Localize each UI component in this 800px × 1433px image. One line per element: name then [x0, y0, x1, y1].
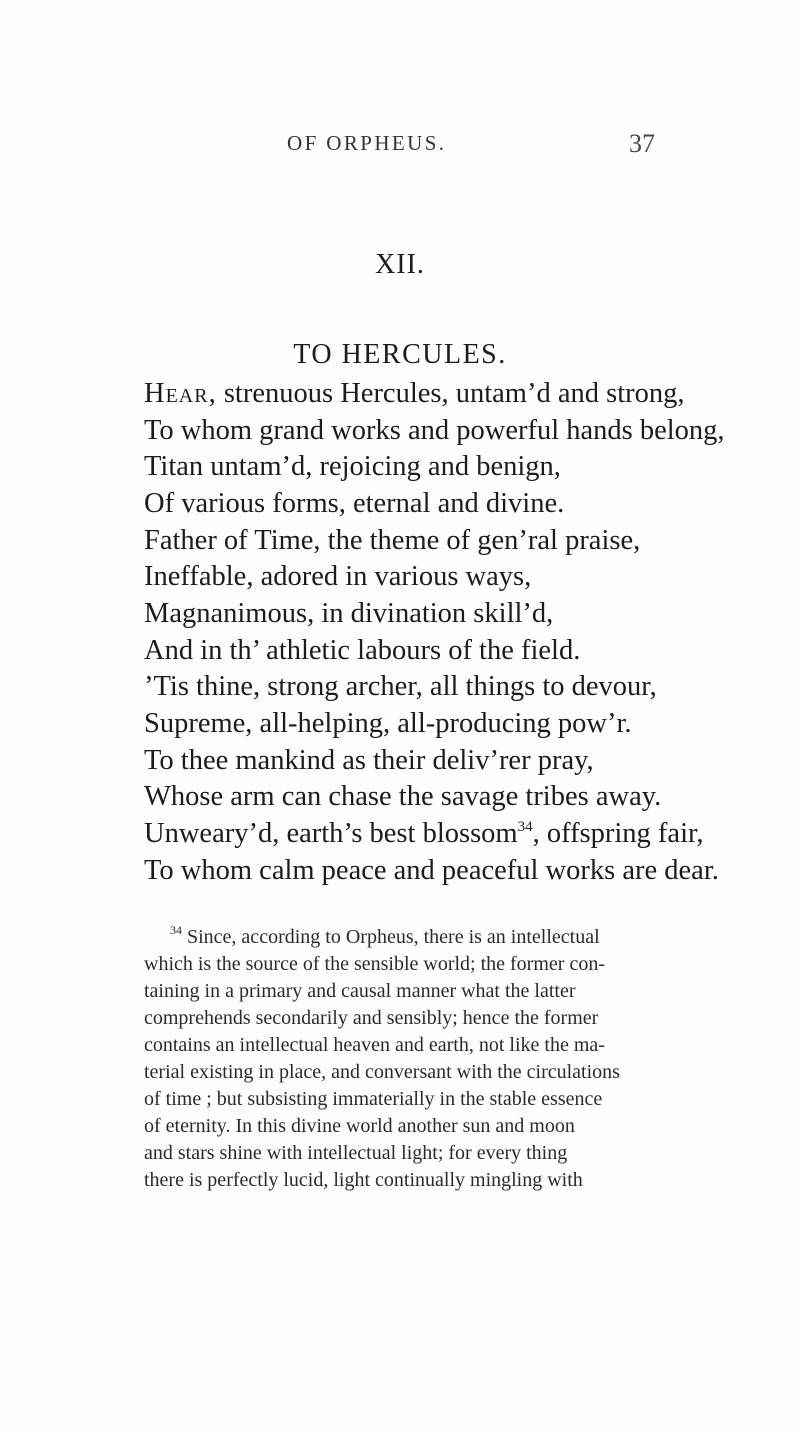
running-head: [0, 131, 800, 161]
footnote-line: of time ; but subsisting immaterially in the stable essence: [144, 1088, 603, 1110]
footnote-line: contains an intellectual heaven and earth, not like the ma-: [144, 1034, 605, 1056]
page-number: 37: [629, 129, 655, 158]
verse-first-word: Hear,: [144, 378, 217, 409]
footnote-line: and stars shine with intellectual light; for every thing: [144, 1142, 568, 1164]
verse-line: And in th’ athletic labours of the field.: [144, 635, 581, 666]
footnote-line: comprehends secondarily and sensibly; hence the former: [144, 1007, 599, 1029]
verse-line: Ineffable, adored in various ways,: [144, 561, 532, 592]
footnote-line: which is the source of the sensible world; the former con-: [144, 953, 605, 975]
verse-line: Titan untam’d, rejoicing and benign,: [144, 451, 561, 482]
hymn-number: XII.: [375, 249, 425, 280]
verse-line: To whom grand works and powerful hands belong,: [144, 415, 725, 446]
footnote-line: terial existing in place, and conversant with the circulations: [144, 1061, 620, 1083]
footnote-reference: 34: [517, 819, 533, 835]
footnote-line: taining in a primary and causal manner what the latter: [144, 980, 576, 1002]
verse-line: Supreme, all-helping, all-producing pow’r.: [144, 708, 632, 739]
footnote-line: $^{34}$ Since, according to Orpheus, there is an intellectual: [170, 923, 600, 948]
footnote-marker: 34: [170, 923, 182, 937]
footnote-line: of eternity. In this divine world another sun and moon: [144, 1115, 575, 1137]
verse-line: To whom calm peace and peaceful works are dear.: [144, 855, 719, 886]
verse-line: Father of Time, the theme of gen’ral praise,: [144, 525, 641, 556]
verse-line: Of various forms, eternal and divine.: [144, 488, 565, 519]
footnote-line: there is perfectly lucid, light continually mingling with: [144, 1169, 583, 1191]
verse-line: Hear, strenuous Hercules, untam’d and strong,: [144, 378, 685, 409]
verse-line: Unweary’d, earth’s best blossom$^{34}$, offspring fair,: [144, 818, 704, 849]
running-title: OF ORPHEUS.: [287, 131, 447, 155]
verse-line: Whose arm can chase the savage tribes away.: [144, 781, 662, 812]
verse-line: ’Tis thine, strong archer, all things to devour,: [144, 671, 657, 702]
verse-line: Magnanimous, in divination skill’d,: [144, 598, 554, 629]
hymn-title: TO HERCULES.: [293, 339, 507, 370]
verse-line: To thee mankind as their deliv’rer pray,: [144, 745, 594, 776]
